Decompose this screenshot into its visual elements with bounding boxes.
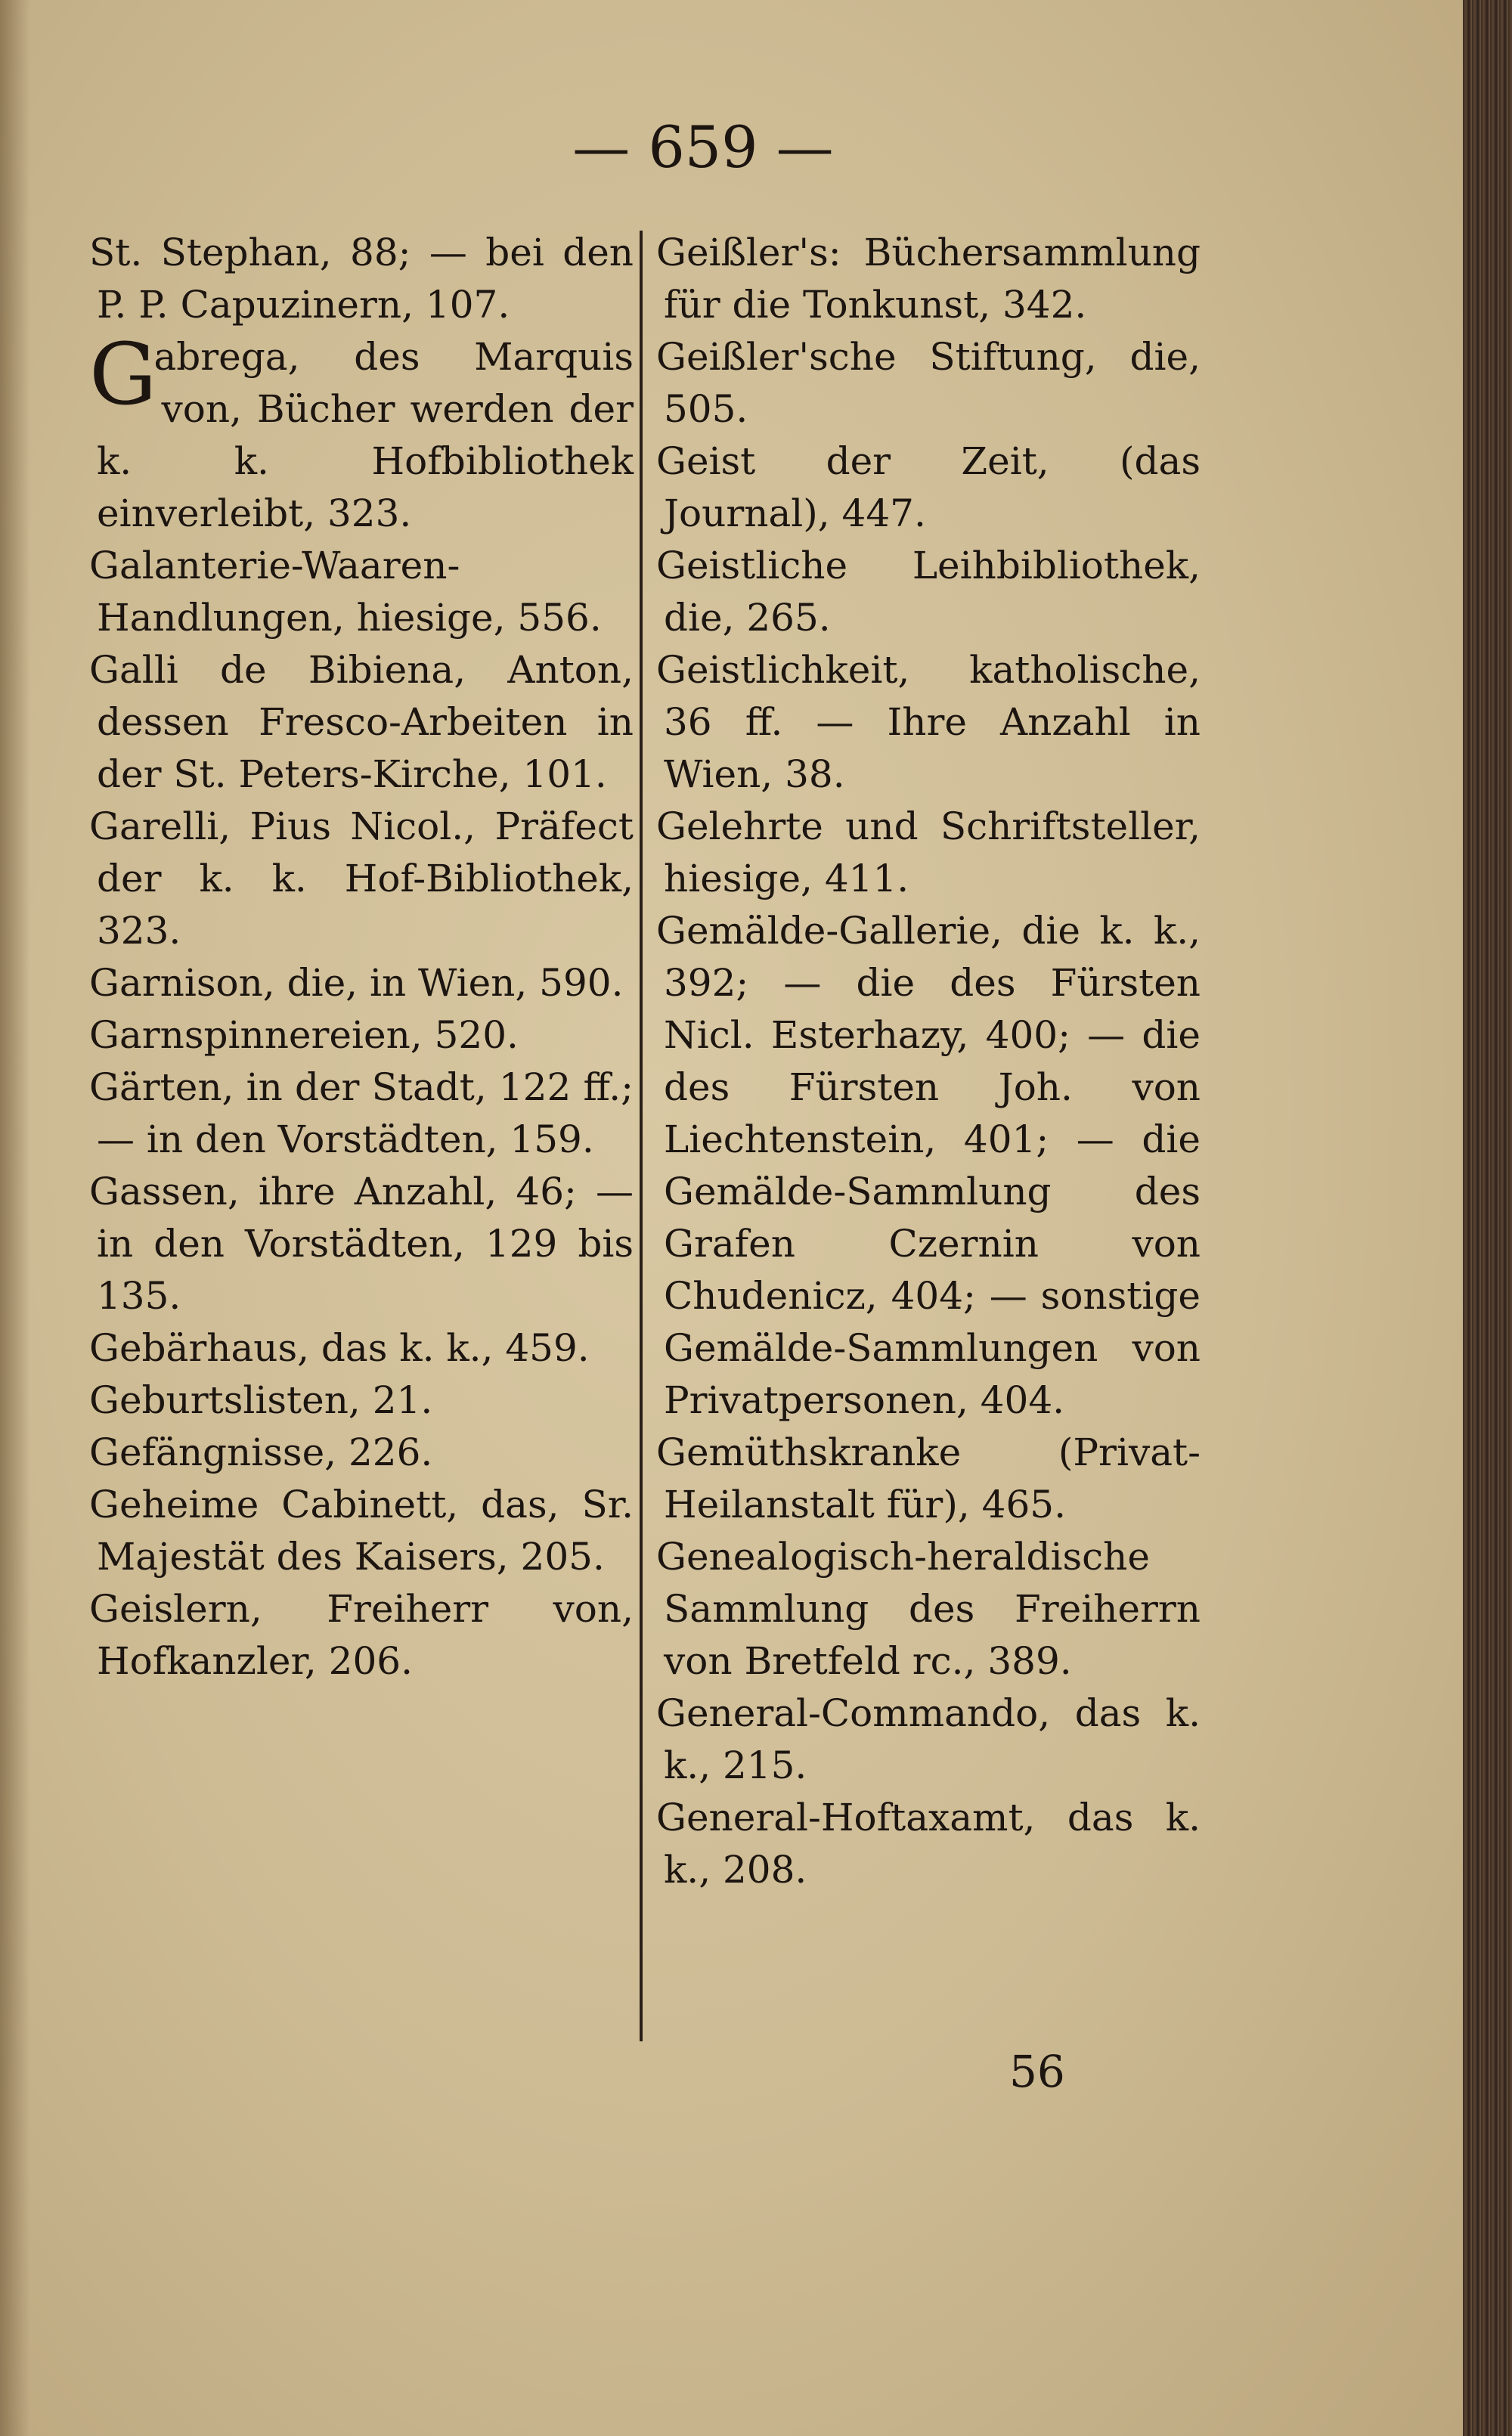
index-entry: Gemüthskranke (Privat-Heilanstalt für), 465. xyxy=(656,1430,1201,1526)
index-entry: Genealogisch-heraldische Sammlung des Freiherrn von Bretfeld rc., 389. xyxy=(656,1535,1201,1683)
index-entry: Geburtslisten, 21. xyxy=(89,1378,433,1422)
index-entry: Garnison, die, in Wien, 590. xyxy=(89,961,624,1005)
index-entry: St. Stephan, 88; — bei den P. P. Capuzinern, 107. xyxy=(89,231,634,327)
index-entry-with-dropcap xyxy=(89,326,634,540)
index-entry: Geißler's: Büchersammlung für die Tonkunst, 342. xyxy=(656,231,1201,327)
right-column xyxy=(656,227,1201,1896)
index-entry: Garelli, Pius Nicol., Präfect der k. k. Hof-Bibliothek, 323. xyxy=(89,804,634,953)
index-entry: Geheime Cabinett, das, Sr. Majestät des Kaisers, 205. xyxy=(89,1483,634,1579)
index-entry: Gefängnisse, 226. xyxy=(89,1430,433,1474)
index-entry: General-Hoftaxamt, das k. k., 208. xyxy=(656,1796,1201,1892)
index-entry: Garnspinnereien, 520. xyxy=(89,1013,519,1057)
index-entry: Gebärhaus, das k. k., 459. xyxy=(89,1326,590,1370)
index-entry: Galanterie-Waaren-Handlungen, hiesige, 556. xyxy=(89,544,602,640)
index-entry: Geistliche Leihbibliothek, die, 265. xyxy=(656,544,1201,640)
index-entry: Gemälde-Gallerie, die k. k., 392; — die des Fürsten Nicl. Esterhazy, 400; — die des Fürsten Joh. von Liechtenstein, 401; — die Gemälde-Sammlung des Grafen Czernin von Chudenicz, 404; — sonstige Gemälde-Sammlungen von Privatpersonen, 404. xyxy=(656,909,1201,1422)
index-entry: Geislern, Freiherr von, Hofkanzler, 206. xyxy=(89,1587,634,1683)
page-number: — 659 — xyxy=(572,113,834,181)
index-entry: Gassen, ihre Anzahl, 46; — in den Vorstädten, 129 bis 135. xyxy=(89,1170,634,1318)
signature-mark: 56 xyxy=(1009,2046,1065,2097)
index-entry: Gelehrte und Schriftsteller, hiesige, 411. xyxy=(656,804,1201,900)
column-divider xyxy=(640,231,643,2041)
page-edges xyxy=(1463,0,1512,2436)
left-column xyxy=(89,227,634,1688)
dropcap-letter: G xyxy=(89,326,157,424)
spine-shadow xyxy=(0,0,30,2436)
index-entry: General-Commando, das k. k., 215. xyxy=(656,1691,1201,1787)
index-entry: Galli de Bibiena, Anton, dessen Fresco-Arbeiten in der St. Peters-Kirche, 101. xyxy=(89,648,634,796)
index-entry: Geistlichkeit, katholische, 36 ff. — Ihre Anzahl in Wien, 38. xyxy=(656,648,1201,796)
index-entry-text: abrega, des Marquis von, Bücher werden der k. k. Hofbibliothek einverleibt, 323. xyxy=(97,335,634,535)
index-entry: Geist der Zeit, (das Journal), 447. xyxy=(656,439,1201,535)
index-entry: Gärten, in der Stadt, 122 ff.; — in den Vorstädten, 159. xyxy=(89,1065,634,1161)
index-entry: Geißler'sche Stiftung, die, 505. xyxy=(656,335,1201,431)
